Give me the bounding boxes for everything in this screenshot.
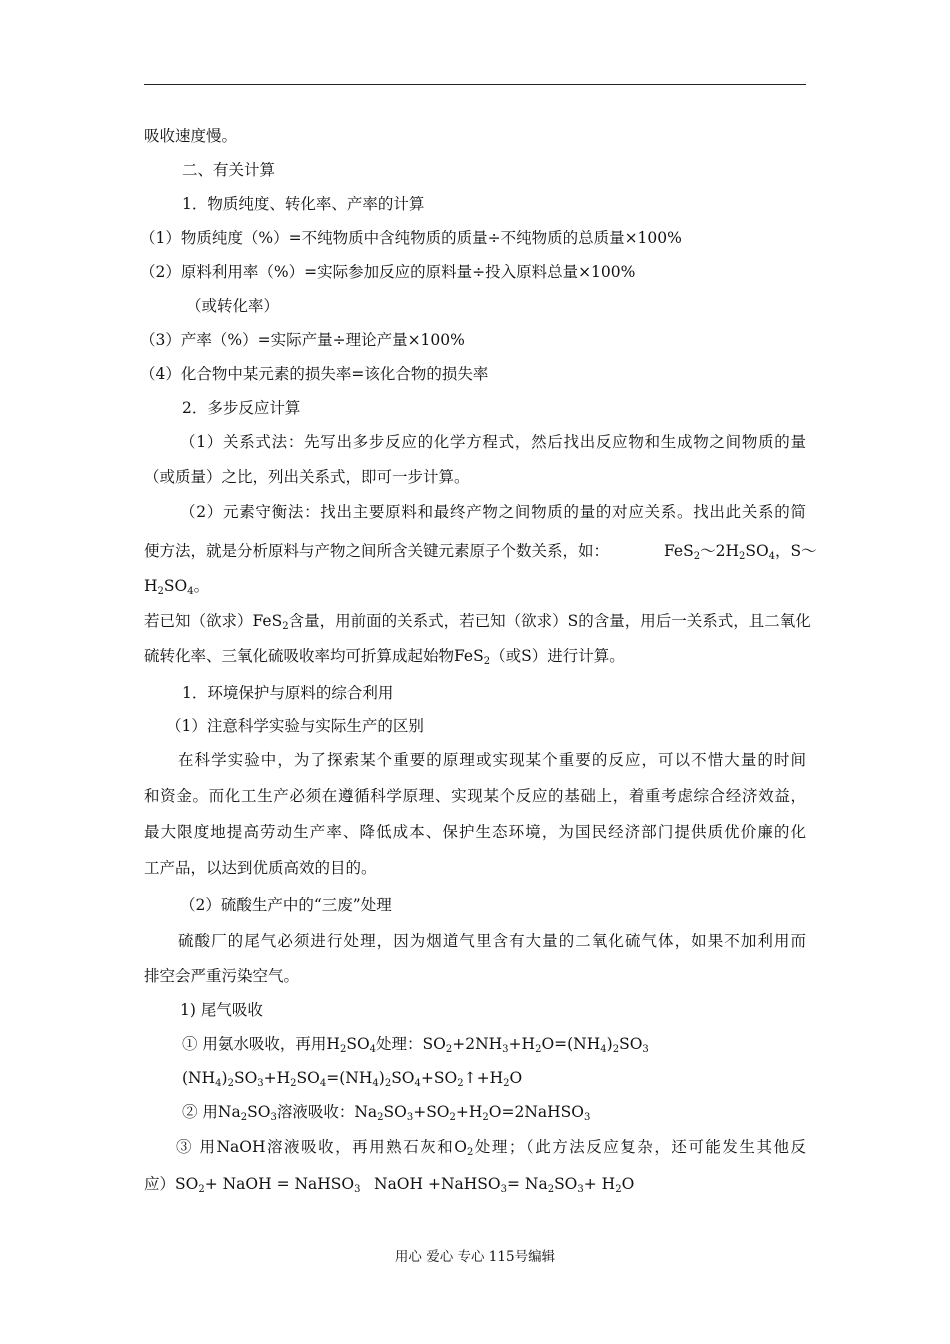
paragraph-line: 和资金。而化工生产必须在遵循科学原理、实现某个反应的基础上，着重考虑综合经济效益，: [144, 787, 806, 805]
paragraph-line: 工产品，以达到优质高效的目的。: [144, 859, 377, 877]
formula-line: （4）化合物中某元素的损失率=该化合物的损失率: [140, 365, 489, 383]
formula-line: （3）产率（%）=实际产量÷理论产量×100%: [140, 331, 465, 349]
paragraph-line: 若已知（欲求）FeS$_2$含量，用前面的关系式，若已知（欲求）S的含量，用后一关系式，且二氧化: [144, 612, 811, 632]
subsection-heading: 2．多步反应计算: [182, 399, 301, 417]
paragraph-line: 在科学实验中，为了探索某个重要的原理或实现某个重要的反应，可以不惜大量的时间: [178, 751, 806, 769]
equation-line: ① 用氨水吸收，再用$H_2SO_4$处理：$SO_2+2NH_3+H_2O=(NH_4)_2SO_3$: [182, 1035, 649, 1055]
paragraph-line: （1）关系式法：先写出多步反应的化学方程式，然后找出反应物和生成物之间物质的量: [180, 433, 806, 451]
header-rule: [144, 84, 806, 85]
paragraph-line: （2）元素守衡法：找出主要原料和最终产物之间物质的量的对应关系。找出此关系的简: [180, 503, 806, 521]
text-line: 吸收速度慢。: [144, 127, 238, 145]
equation-line: NaOH +NaHSO$_3$= $Na_2SO_3+ H_2O$: [374, 1175, 635, 1195]
paragraph-line: 硫酸厂的尾气必须进行处理，因为烟道气里含有大量的二氧化硫气体，如果不加利用而: [178, 932, 806, 950]
equation-line: ② 用$Na_2SO_3$溶液吸收：$Na_2SO_3+SO_2+H_2O=2NaHSO_3$: [182, 1103, 591, 1123]
paragraph-line: 便方法，就是分析原料与产物之间所含关键元素原子个数关系，如：: [144, 542, 610, 560]
formula-line: （2）原料利用率（%）=实际参加反应的原料量÷投入原料总量×100%: [140, 263, 636, 281]
equation-line: 应）$SO_2+$ NaOH = NaHSO$_3$: [144, 1175, 361, 1195]
subsection-heading: 1) 尾气吸收: [180, 1001, 263, 1019]
relation-formula: $FeS_2\sim 2H_2SO_4$，S～: [664, 542, 817, 562]
paragraph-line: 排空会严重污染空气。: [144, 967, 300, 985]
paragraph-line: （或质量）之比，列出关系式，即可一步计算。: [144, 468, 470, 486]
subsection-heading: 1．物质纯度、转化率、产率的计算: [182, 195, 425, 213]
page-footer: 用心 爱心 专心 115号编辑: [394, 1249, 556, 1265]
subsection-heading: （1）注意科学实验与实际生产的区别: [166, 717, 424, 735]
formula-line: $H_2SO_4$。: [144, 577, 210, 597]
formula-line: （1）物质纯度（%）=不纯物质中含纯物质的质量÷不纯物质的总质量×100%: [140, 229, 682, 247]
paragraph-line: 最大限度地提高劳动生产率、降低成本、保护生态环境，为国民经济部门提供质优价廉的化: [144, 823, 806, 841]
subsection-heading: （2）硫酸生产中的“三废”处理: [180, 896, 392, 914]
paragraph-line: 硫转化率、三氧化硫吸收率均可折算成起始物FeS$_2$（或S）进行计算。: [144, 647, 625, 667]
text-line: （或转化率）: [186, 297, 280, 315]
section-heading: 二、有关计算: [182, 161, 276, 179]
paragraph-line: ③ 用NaOH溶液吸收，再用熟石灰和$O_2$处理；（此方法反应复杂，还可能发生其他反: [176, 1138, 806, 1158]
subsection-heading: 1．环境保护与原料的综合利用: [182, 684, 394, 702]
equation-line: $(NH_4)_2SO_3+H_2SO_4=(NH_4)_2SO_4+SO_2↑+H_2O$: [182, 1069, 523, 1089]
